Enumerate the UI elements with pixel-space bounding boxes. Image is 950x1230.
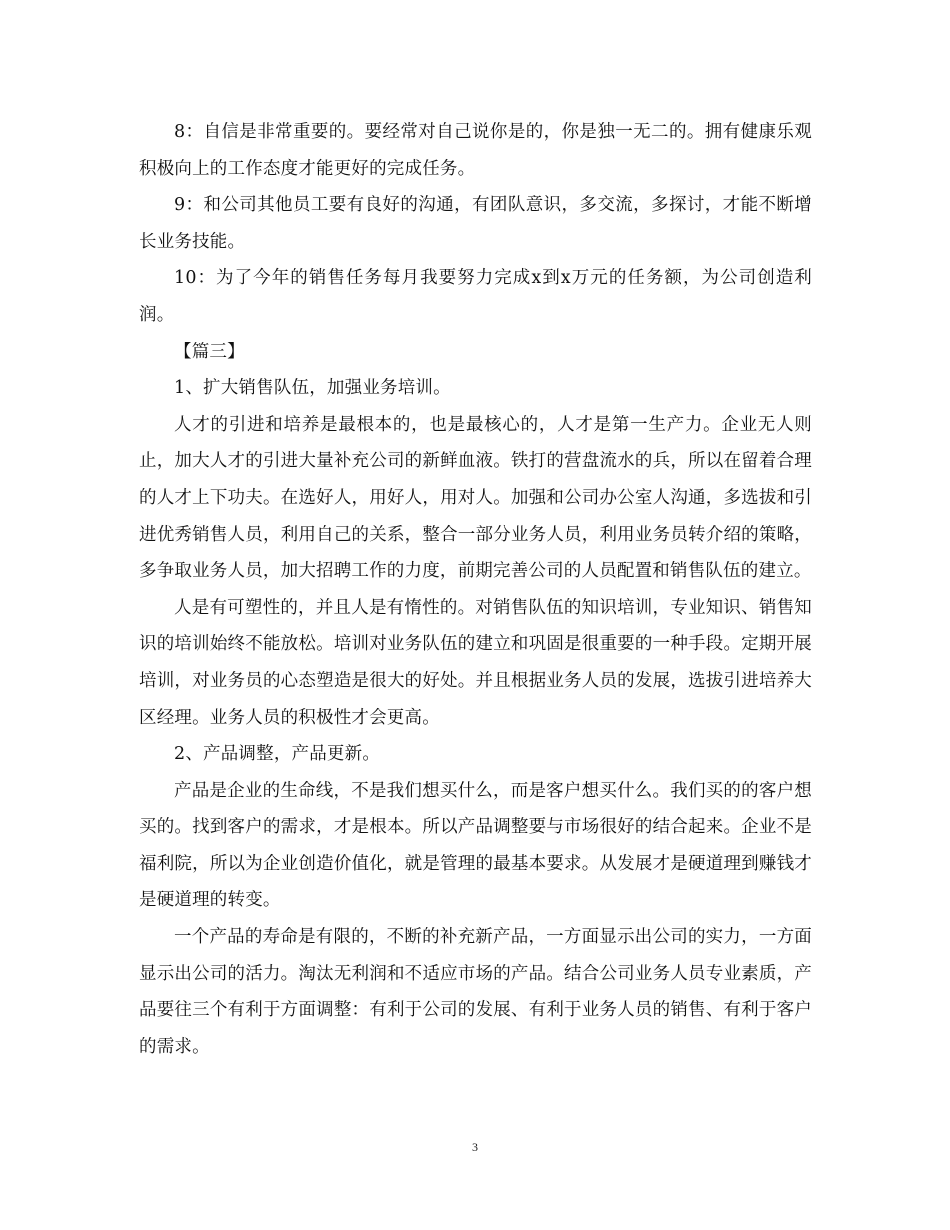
subheading-expand-sales-team: 1、扩大销售队伍，加强业务培训。 — [174, 378, 451, 399]
paragraph-training: 人是有可塑性的，并且人是有惰性的。对销售队伍的知识培训，专业知识、销售知识的培训始终不能放松。培训对业务队伍的建立和巩固是很重要的一种手段。定期开展培训，对业务员的心态塑造是很大的好处。并且根据业务人员的发展，选拔引进培养大区经理。业务人员的积极性才会更高。 — [139, 597, 812, 728]
section-heading-part-three: 【篇三】 — [174, 341, 245, 362]
page-number: 3 — [472, 1140, 478, 1154]
document-body — [139, 114, 812, 1065]
paragraph-item-9: 9：和公司其他员工要有良好的沟通，有团队意识，多交流，多探讨，才能不断增长业务技能。 — [139, 195, 812, 252]
subheading-product-adjustment: 2、产品调整，产品更新。 — [174, 744, 381, 765]
paragraph-item-10: 10：为了今年的销售任务每月我要努力完成x到x万元的任务额，为公司创造利润。 — [139, 268, 812, 325]
paragraph-item-8: 8：自信是非常重要的。要经常对自己说你是的，你是独一无二的。拥有健康乐观积极向上的工作态度才能更好的完成任务。 — [139, 122, 812, 179]
paragraph-product-lifeline: 产品是企业的生命线，不是我们想买什么，而是客户想买什么。我们买的的客户想买的。找到客户的需求，才是根本。所以产品调整要与市场很好的结合起来。企业不是福利院，所以为企业创造价值化，就是管理的最基本要求。从发展才是硬道理到赚钱才是硬道理的转变。 — [139, 780, 812, 911]
paragraph-talent: 人才的引进和培养是最根本的，也是最核心的，人才是第一生产力。企业无人则止，加大人才的引进大量补充公司的新鲜血液。铁打的营盘流水的兵，所以在留着合理的人才上下功夫。在选好人，用好人，用对人。加强和公司办公室人沟通，多选拔和引进优秀销售人员，利用自己的关系，整合一部分业务人员，利用业务员转介绍的策略，多争取业务人员，加大招聘工作的力度，前期完善公司的人员配置和销售队伍的建立。 — [139, 414, 812, 582]
paragraph-product-lifespan: 一个产品的寿命是有限的，不断的补充新产品，一方面显示出公司的实力，一方面显示出公司的活力。淘汰无利润和不适应市场的产品。结合公司业务人员专业素质，产品要往三个有利于方面调整：有利于公司的发展、有利于业务人员的销售、有利于客户的需求。 — [139, 927, 812, 1057]
